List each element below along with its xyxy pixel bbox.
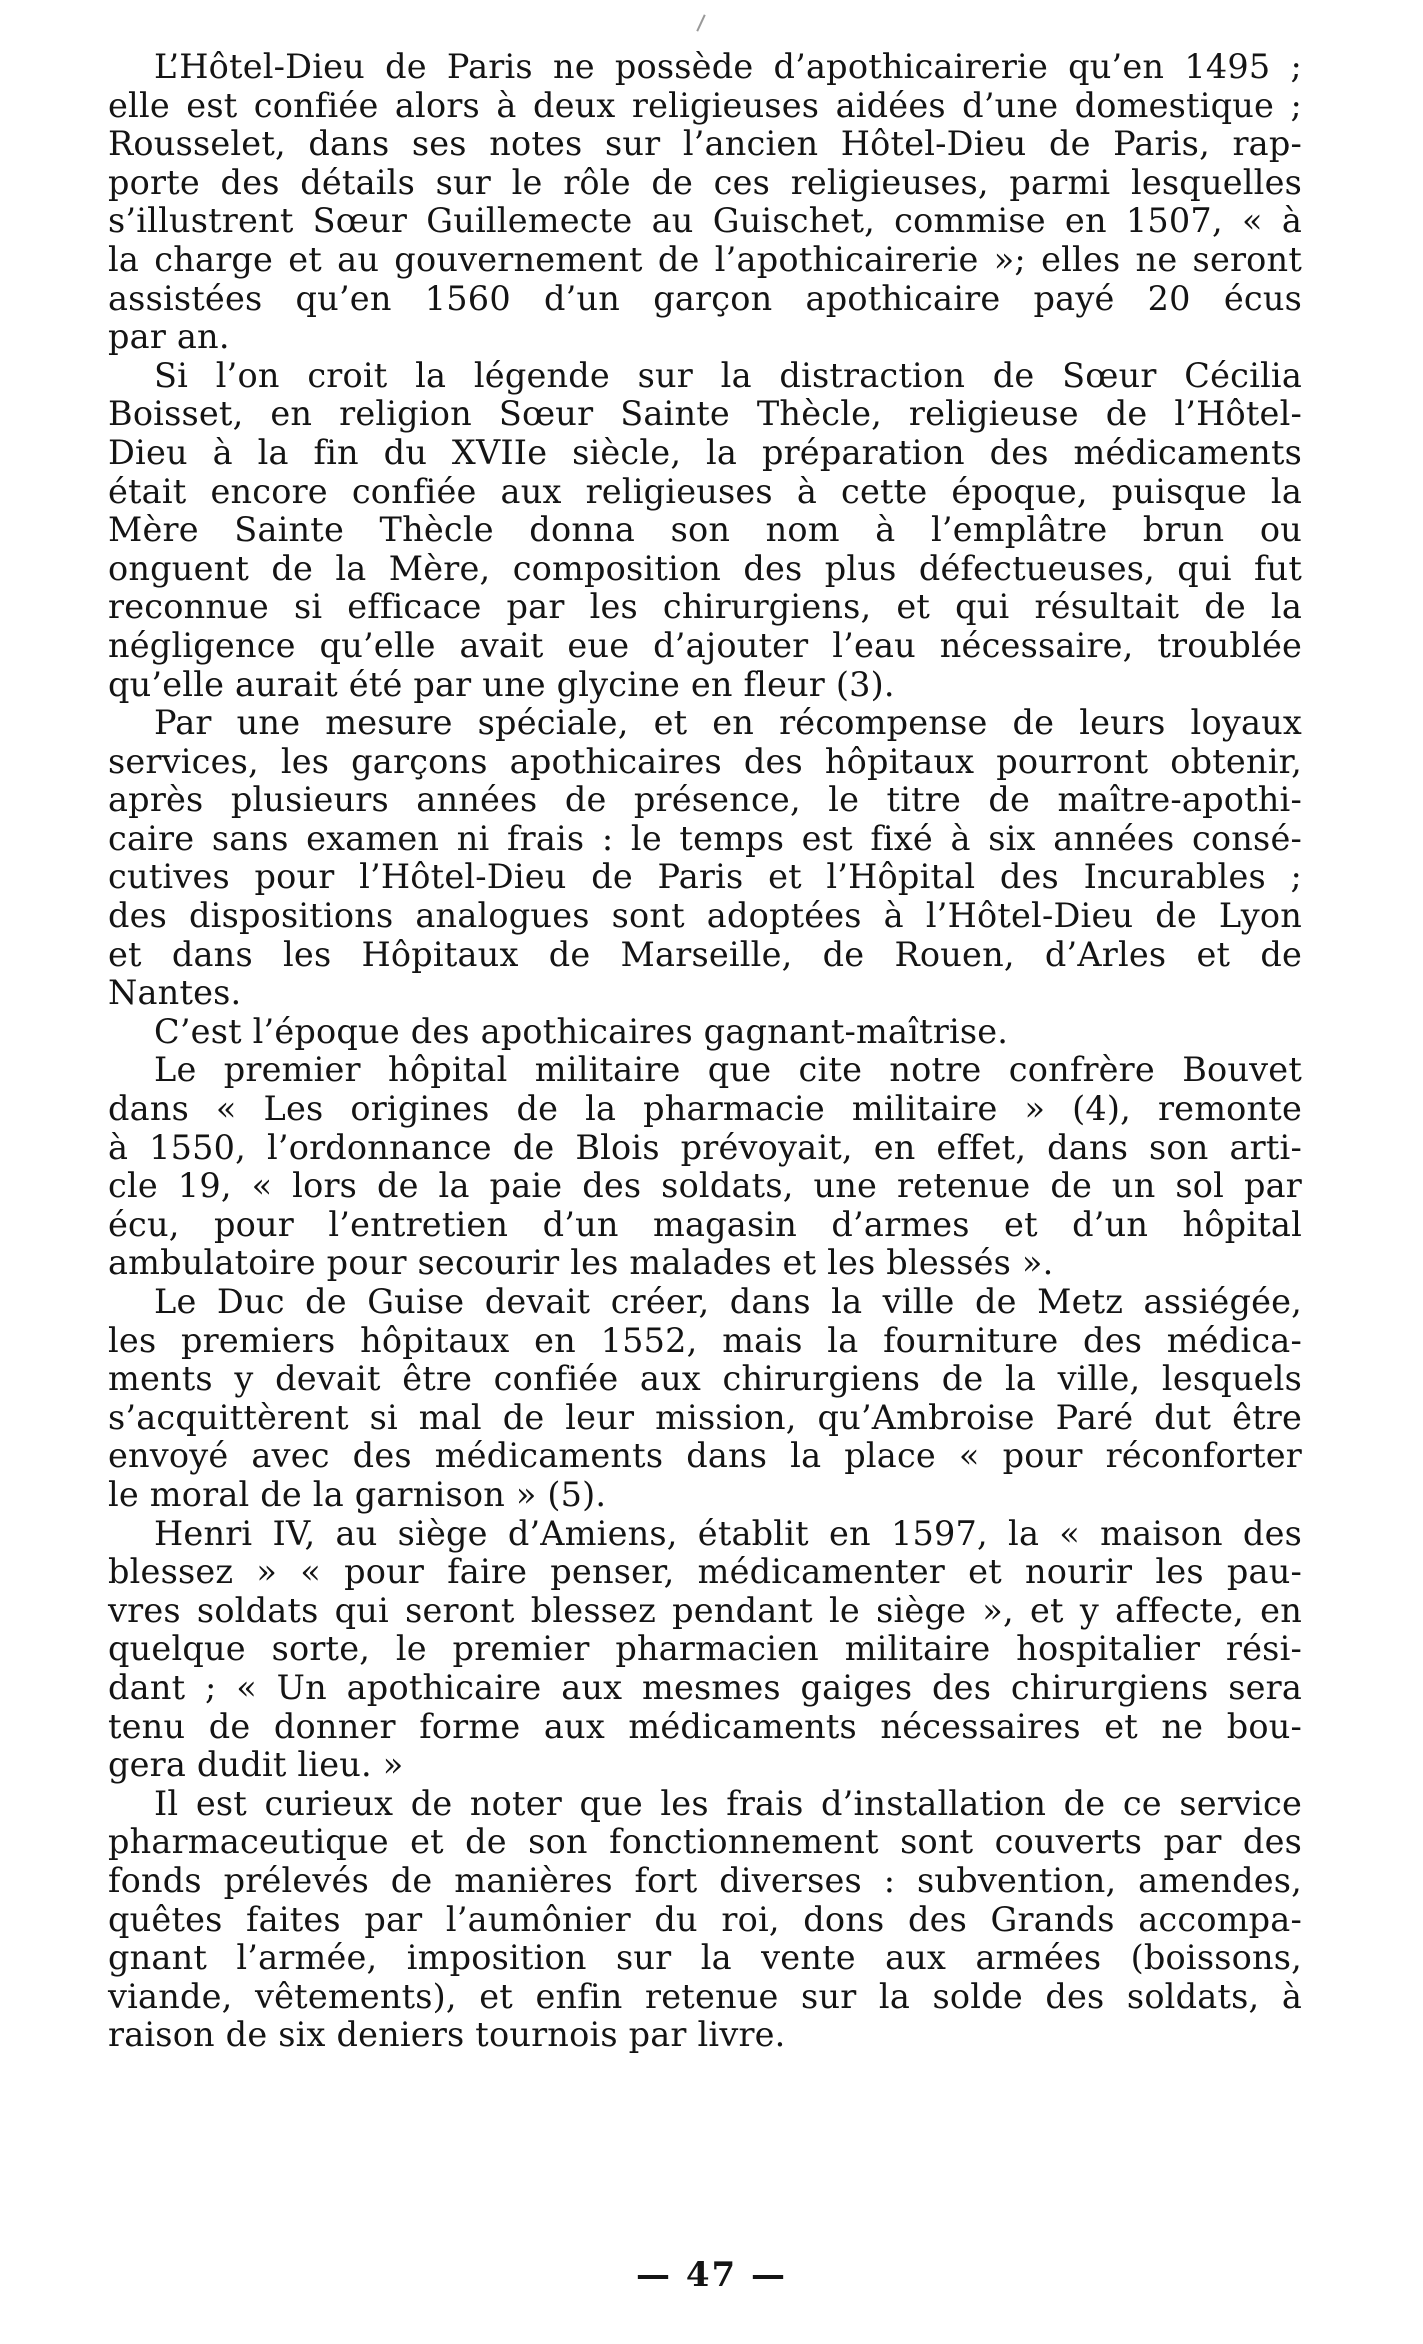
paragraph (62, 1283, 1302, 1515)
text-line: Si l’on croit la légende sur la distraction de Sœur Cécilia (154, 355, 1302, 395)
body-text (62, 48, 1302, 2055)
paragraph (62, 357, 1302, 704)
text-line: elle est confiée alors à deux religieuses aidées d’une domestique ; (108, 85, 1302, 125)
text-line: s’acquittèrent si mal de leur mission, qu’Ambroise Paré dut être (108, 1397, 1302, 1437)
text-line: L’Hôtel-Dieu de Paris ne possède d’apothicairerie qu’en 1495 ; (154, 47, 1302, 86)
text-line: dant ; « Un apothicaire aux mesmes gaiges des chirurgiens sera (108, 1667, 1302, 1707)
text-line: et dans les Hôpitaux de Marseille, de Rouen, d’Arles et de (108, 934, 1302, 974)
ink-mark (696, 14, 705, 31)
text-line: Boisset, en religion Sœur Sainte Thècle, religieuse de l’Hôtel- (108, 394, 1302, 434)
text-line: Dieu à la fin du XVIIe siècle, la préparation des médicaments (108, 432, 1302, 472)
text-line: quelque sorte, le premier pharmacien militaire hospitalier rési- (108, 1629, 1302, 1669)
text-line: gera dudit lieu. » (108, 1745, 404, 1785)
text-line: gnant l’armée, imposition sur la vente aux armées (boissons, (108, 1938, 1302, 1978)
text-line: blessez » « pour faire penser, médicamenter et nourir les pau- (108, 1552, 1302, 1592)
text-line: onguent de la Mère, composition des plus défectueuses, qui fut (108, 548, 1302, 588)
text-line: les premiers hôpitaux en 1552, mais la fourniture des médica- (108, 1320, 1302, 1360)
paragraph (62, 704, 1302, 1013)
paragraph (62, 48, 1302, 357)
text-line: dans « Les origines de la pharmacie militaire » (4), remonte (108, 1089, 1302, 1129)
text-line: vres soldats qui seront blessez pendant le siège », et y affecte, en (108, 1590, 1302, 1630)
text-line: Rousselet, dans ses notes sur l’ancien Hôtel-Dieu de Paris, rap- (108, 124, 1302, 164)
paragraph (62, 1051, 1302, 1283)
text-line: caire sans examen ni frais : le temps est fixé à six années consé- (108, 818, 1302, 858)
text-line: des dispositions analogues sont adoptées à l’Hôtel-Dieu de Lyon (108, 896, 1302, 936)
text-line: quêtes faites par l’aumônier du roi, dons des Grands accompa- (108, 1899, 1302, 1939)
paragraph (62, 1515, 1302, 1785)
text-line: reconnue si efficace par les chirurgiens, et qui résultait de la (108, 587, 1302, 627)
text-line: pharmaceutique et de son fonctionnement sont couverts par des (108, 1822, 1302, 1862)
text-line: Par une mesure spéciale, et en récompense de leurs loyaux (154, 703, 1302, 743)
text-line: assistées qu’en 1560 d’un garçon apothicaire payé 20 écus (108, 278, 1302, 318)
text-line: porte des détails sur le rôle de ces religieuses, parmi lesquelles (108, 162, 1302, 202)
text-line: Il est curieux de noter que les frais d’installation de ce service (154, 1783, 1302, 1823)
text-line: Mère Sainte Thècle donna son nom à l’emplâtre brun ou (108, 510, 1302, 550)
text-line: la charge et au gouvernement de l’apothicairerie »; elles ne seront (108, 239, 1302, 279)
text-line: après plusieurs années de présence, le titre de maître-apothi- (108, 780, 1302, 820)
text-line: Nantes. (108, 973, 242, 1013)
text-line: tenu de donner forme aux médicaments nécessaires et ne bou- (108, 1706, 1302, 1746)
text-line: était encore confiée aux religieuses à cette époque, puisque la (108, 471, 1302, 511)
text-line: ambulatoire pour secourir les malades et les blessés ». (108, 1243, 1054, 1283)
text-line: le moral de la garnison » (5). (108, 1474, 607, 1514)
text-line: ments y devait être confiée aux chirurgiens de la ville, lesquels (108, 1359, 1302, 1399)
text-line: écu, pour l’entretien d’un magasin d’armes et d’un hôpital (108, 1204, 1302, 1244)
text-line: cutives pour l’Hôtel-Dieu de Paris et l’Hôpital des Incurables ; (108, 857, 1302, 897)
text-line: Henri IV, au siège d’Amiens, établit en 1597, la « maison des (154, 1513, 1302, 1553)
text-line: cle 19, « lors de la paie des soldats, une retenue de un sol par (108, 1166, 1302, 1206)
text-line: C’est l’époque des apothicaires gagnant-maîtrise. (154, 1011, 1009, 1051)
text-line: négligence qu’elle avait eue d’ajouter l’eau nécessaire, troublée (108, 625, 1302, 665)
text-line: à 1550, l’ordonnance de Blois prévoyait, en effet, dans son arti- (108, 1127, 1302, 1167)
text-line: viande, vêtements), et enfin retenue sur la solde des soldats, à (108, 1976, 1302, 2016)
text-line: par an. (108, 317, 230, 357)
text-line: envoyé avec des médicaments dans la place « pour réconforter (108, 1436, 1302, 1476)
paragraph (62, 1013, 1302, 1052)
text-line: Le Duc de Guise devait créer, dans la ville de Metz assiégée, (154, 1282, 1302, 1321)
text-line: raison de six deniers tournois par livre. (108, 2015, 786, 2055)
text-line: qu’elle aurait été par une glycine en fleur (3). (108, 664, 895, 704)
text-line: Le premier hôpital militaire que cite notre confrère Bouvet (154, 1050, 1302, 1090)
text-line: services, les garçons apothicaires des hôpitaux pourront obtenir, (108, 741, 1302, 781)
text-line: fonds prélevés de manières fort diverses : subvention, amendes, (108, 1860, 1302, 1900)
paragraph (62, 1785, 1302, 2055)
page-number: — 47 — (636, 2255, 787, 2295)
text-line: s’illustrent Sœur Guillemecte au Guischet, commise en 1507, « à (108, 201, 1302, 241)
